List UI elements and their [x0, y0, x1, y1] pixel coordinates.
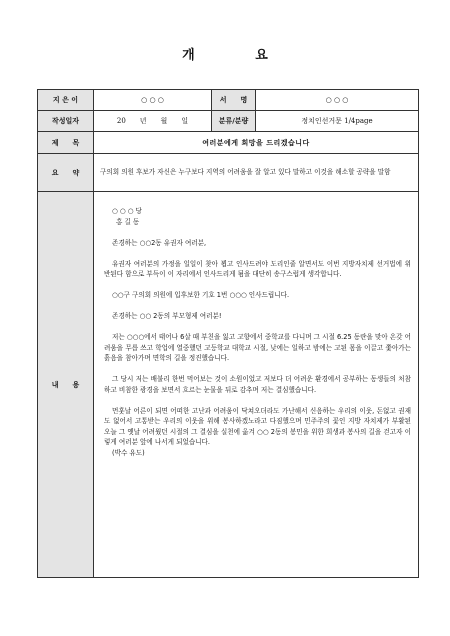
candidate-name: 홍 길 동 [116, 217, 140, 226]
date-value: 20 년 월 일 [94, 111, 212, 132]
content-paragraph-8: (박수 유도) [112, 448, 145, 457]
summary-label: 요 약 [38, 154, 94, 192]
subject-value: 여러분에게 희망을 드리겠습니다 [94, 132, 419, 154]
content-row [38, 192, 419, 578]
date-row [38, 111, 419, 132]
content-paragraph-5: 저는 ○○○에서 태어나 6살 때 부친을 잃고 고향에서 중학교를 다니며 그 시절 6.25 동란을 맞아 온갖 어려움을 무릅 쓰고 학업에 열중했던 고등학교 대학교 시절, 낮에는 일하고 밤에는 고된 몸을 이끌고 쫓아가는 흙음을 참아가며 면학의 길을 정진했습니다. [104, 333, 411, 362]
summary-form-table [37, 89, 419, 578]
subject-row [38, 132, 419, 154]
category-label: 분류/분량 [212, 111, 256, 132]
date-label: 작성일자 [38, 111, 94, 132]
document-heading: 개 요 [182, 48, 296, 63]
summary-row [38, 154, 419, 192]
party-line: ○ ○ ○ 당 [112, 207, 142, 215]
subject-label: 제 목 [38, 132, 94, 154]
content-paragraph-7: 먼훗날 어른이 되면 어떠한 고난과 어려움이 닥쳐오더라도 가난해서 신음하는 우리의 이웃, 돈없고 권재도 없어서 고통받는 우리의 이웃을 위해 봉사하겠노라고 다짐했으며 민주주의 꽃인 지방 자치제가 부활된 오늘 그 옛날 어려웠던 시절의 그 결심을 실천에 옮겨 ○○ 2동의 봉민을 위한 희생과 봉사의 길을 걷고자 이렇게 여러분 앞에 나서게 되었습니다. [104, 406, 411, 446]
summary-value: 구의회 의원 후보가 자신은 누구보다 지역의 어려움을 잘 알고 있다 말하고 이것을 해소할 공략을 말함 [94, 154, 419, 192]
author-value: ○ ○ ○ [94, 90, 212, 111]
content-paragraph-6: 그 당시 저는 배불리 한번 먹어보는 것이 소원이었고 저보다 더 어려운 환경에서 공부하는 동생들의 처참하고 비참한 광경을 보면서 흐르는 눈물을 뒤로 감추며 저는 결심했습니다. [104, 375, 411, 394]
content-paragraph-2: 유권자 여러분의 가정을 일일이 찾아 뵙고 인사드려야 도리인줄 알면서도 이번 지방자치제 선거법에 위반된다 함으로 부득이 이 자리에서 인사드리게 됨을 대단히 송구스럽게 생각합니다. [104, 259, 411, 278]
content-body [94, 192, 419, 578]
author-row [38, 90, 419, 111]
content-paragraph-4: 존경하는 ○○ 2동의 부모형제 여러분! [112, 312, 222, 320]
content-paragraph-3: ○○구 구의회 의원에 입후보한 기호 1번 ○○○ 인사드립니다. [112, 291, 290, 299]
author-label: 지 은 이 [38, 90, 94, 111]
reviewer-value: ○ ○ ○ [256, 90, 419, 111]
reviewer-label: 서 명 [212, 90, 256, 111]
category-value: 정치인선거문 1/4page [256, 111, 419, 132]
content-label: 내 용 [38, 192, 94, 578]
content-paragraph-1: 존경하는 ○○2동 유권자 여러분, [112, 238, 207, 247]
